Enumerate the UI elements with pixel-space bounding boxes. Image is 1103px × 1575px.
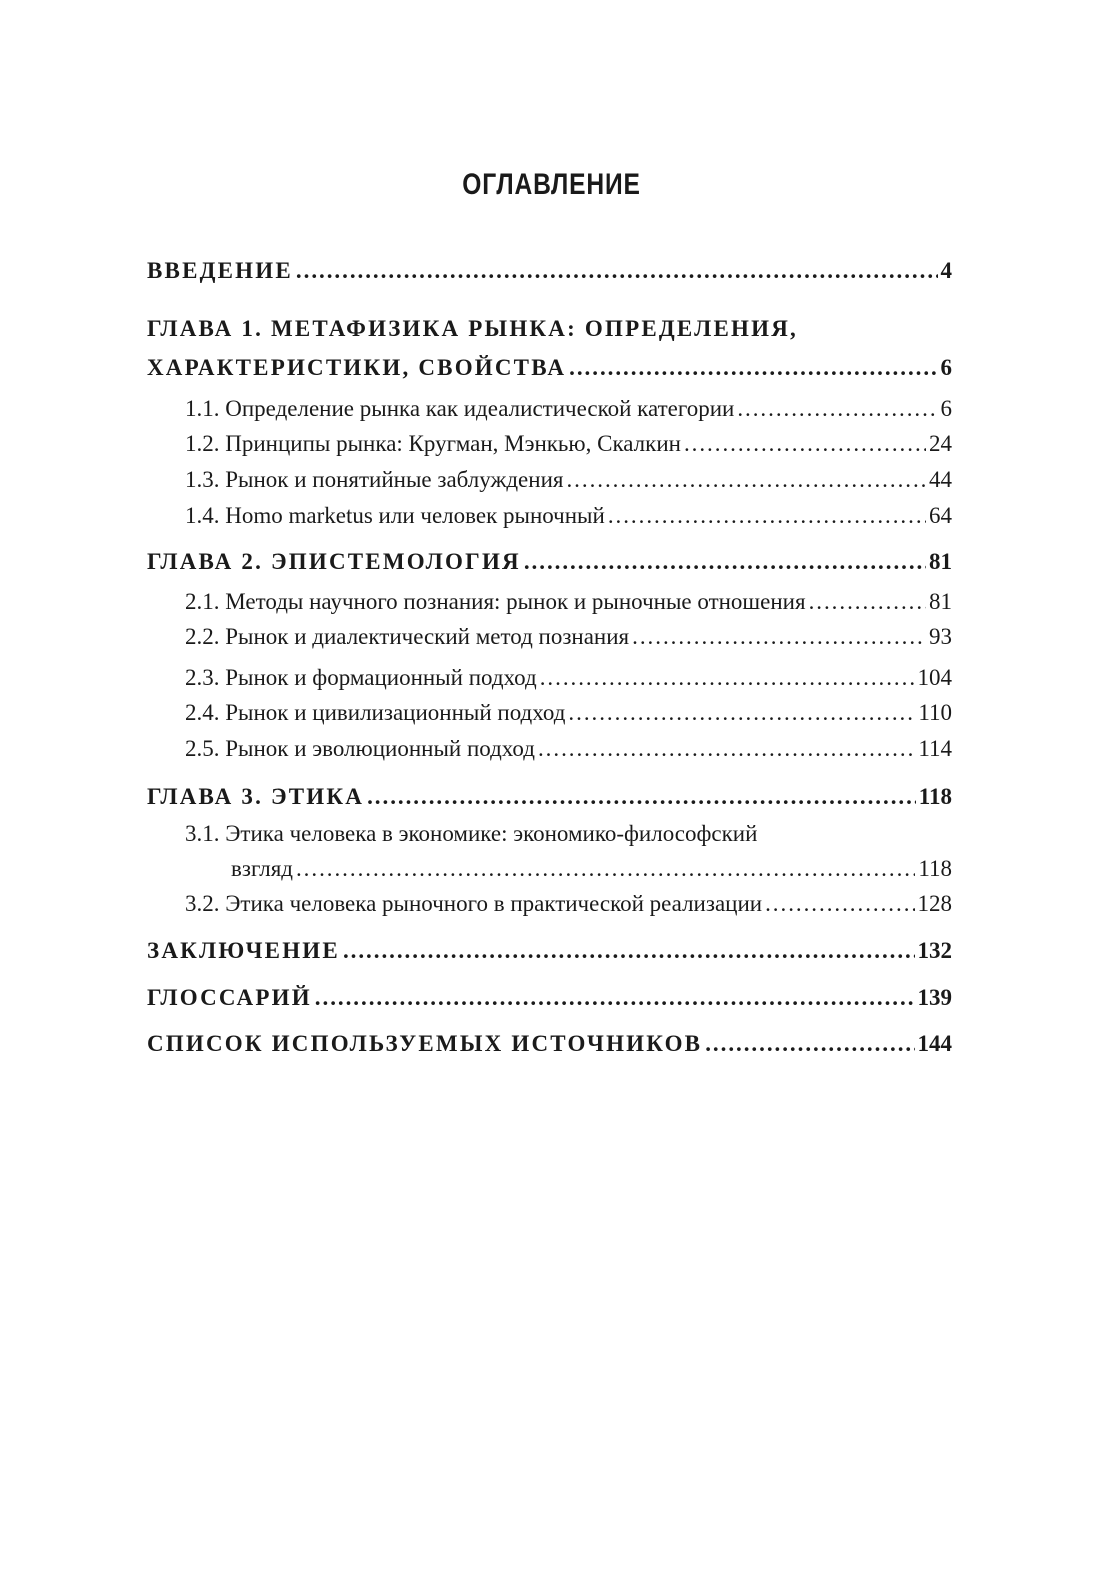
toc-entry-label: ЗАКЛЮЧЕНИЕ bbox=[147, 938, 340, 963]
toc-entry-page: 6 bbox=[940, 396, 952, 421]
toc-entry-label: 2.5. Рынок и эволюционный подход bbox=[185, 736, 535, 761]
toc-entry-glossary[interactable] bbox=[147, 983, 952, 1013]
toc-entry-page: 104 bbox=[917, 665, 952, 690]
toc-entry-section-2-4[interactable] bbox=[185, 698, 952, 728]
dot-leader bbox=[296, 854, 915, 884]
dot-leader bbox=[538, 734, 915, 764]
dot-leader bbox=[632, 622, 926, 652]
toc-entry-section-1-3[interactable] bbox=[185, 465, 952, 495]
dot-leader bbox=[296, 256, 938, 286]
toc-entry-chapter1[interactable] bbox=[147, 353, 952, 383]
dot-leader bbox=[765, 889, 914, 919]
toc-entry-label: ВВЕДЕНИЕ bbox=[147, 258, 293, 283]
toc-entry-section-1-1[interactable] bbox=[185, 394, 952, 424]
toc-entry-label: 2.3. Рынок и формационный подход bbox=[185, 665, 537, 690]
toc-entry-section-2-2[interactable] bbox=[185, 622, 952, 652]
dot-leader bbox=[343, 936, 915, 966]
toc-entry-section-3-2[interactable] bbox=[185, 889, 952, 919]
toc-entry-page: 110 bbox=[918, 700, 952, 725]
toc-entry-page: 128 bbox=[917, 891, 952, 916]
toc-entry-section-3-1[interactable] bbox=[231, 854, 952, 884]
toc-entry-label: ГЛОССАРИЙ bbox=[147, 985, 312, 1010]
toc-entry-chapter3[interactable] bbox=[147, 782, 952, 812]
toc-entry-page: 118 bbox=[918, 784, 952, 809]
dot-leader bbox=[367, 782, 916, 812]
toc-entry-section-1-4[interactable] bbox=[185, 501, 952, 531]
toc-entry-page: 118 bbox=[918, 856, 952, 881]
dot-leader bbox=[540, 663, 915, 693]
toc-entry-page: 93 bbox=[929, 624, 952, 649]
dot-leader bbox=[608, 501, 926, 531]
toc-entry-label: ГЛАВА 2. ЭПИСТЕМОЛОГИЯ bbox=[147, 549, 521, 574]
dot-leader bbox=[524, 547, 926, 577]
toc-entry-page: 114 bbox=[918, 736, 952, 761]
toc-entry-page: 81 bbox=[929, 589, 952, 614]
dot-leader bbox=[315, 983, 915, 1013]
toc-entry-label: 1.2. Принципы рынка: Кругман, Мэнкью, Скалкин bbox=[185, 431, 681, 456]
toc-entry-section-2-3[interactable] bbox=[185, 663, 952, 693]
toc-entry-label: 2.1. Методы научного познания: рынок и рыночные отношения bbox=[185, 589, 806, 614]
toc-entry-label: 1.3. Рынок и понятийные заблуждения bbox=[185, 467, 564, 492]
dot-leader bbox=[684, 429, 926, 459]
toc-entry-label: 3.2. Этика человека рыночного в практической реализации bbox=[185, 891, 763, 916]
dot-leader bbox=[705, 1029, 914, 1059]
toc-entry-page: 4 bbox=[940, 258, 952, 283]
toc-entry-section-1-2[interactable] bbox=[185, 429, 952, 459]
dot-leader bbox=[737, 394, 937, 424]
toc-entry-section-2-1[interactable] bbox=[185, 587, 952, 617]
toc-entry-page: 132 bbox=[917, 938, 952, 963]
toc-entry-label: 1.1. Определение рынка как идеалистической категории bbox=[185, 396, 735, 421]
toc-entry-label: 2.4. Рынок и цивилизационный подход bbox=[185, 700, 566, 725]
toc-entry-label: ГЛАВА 3. ЭТИКА bbox=[147, 784, 365, 809]
toc-entry-label: взгляд bbox=[231, 856, 293, 881]
dot-leader bbox=[809, 587, 926, 617]
toc-entry-sources[interactable] bbox=[147, 1029, 952, 1059]
toc-entry-chapter2[interactable] bbox=[147, 547, 952, 577]
dot-leader bbox=[566, 465, 926, 495]
toc-entry-section-3-1-line1[interactable]: 3.1. Этика человека в экономике: экономико-философский bbox=[185, 821, 758, 846]
toc-entry-page: 81 bbox=[929, 549, 952, 574]
toc-entry-page: 6 bbox=[940, 355, 952, 380]
toc-entry-label: ХАРАКТЕРИСТИКИ, СВОЙСТВА bbox=[147, 355, 567, 380]
toc-entry-section-2-5[interactable] bbox=[185, 734, 952, 764]
toc-entry-conclusion[interactable] bbox=[147, 936, 952, 966]
page-title: ОГЛАВЛЕНИЕ bbox=[462, 168, 641, 201]
toc-entry-label: СПИСОК ИСПОЛЬЗУЕМЫХ ИСТОЧНИКОВ bbox=[147, 1031, 703, 1056]
toc-entry-page: 24 bbox=[929, 431, 952, 456]
toc-entry-page: 44 bbox=[929, 467, 952, 492]
toc-entry-intro[interactable] bbox=[147, 256, 952, 286]
toc-entry-label: 1.4. Homo marketus или человек рыночный bbox=[185, 503, 605, 528]
dot-leader bbox=[568, 698, 915, 728]
toc-entry-chapter1-line1[interactable]: ГЛАВА 1. МЕТАФИЗИКА РЫНКА: ОПРЕДЕЛЕНИЯ, bbox=[147, 316, 798, 341]
toc-entry-page: 144 bbox=[917, 1031, 952, 1056]
toc-entry-label: 2.2. Рынок и диалектический метод познания bbox=[185, 624, 630, 649]
dot-leader bbox=[569, 353, 937, 383]
toc-entry-page: 139 bbox=[917, 985, 952, 1010]
toc-entry-page: 64 bbox=[929, 503, 952, 528]
